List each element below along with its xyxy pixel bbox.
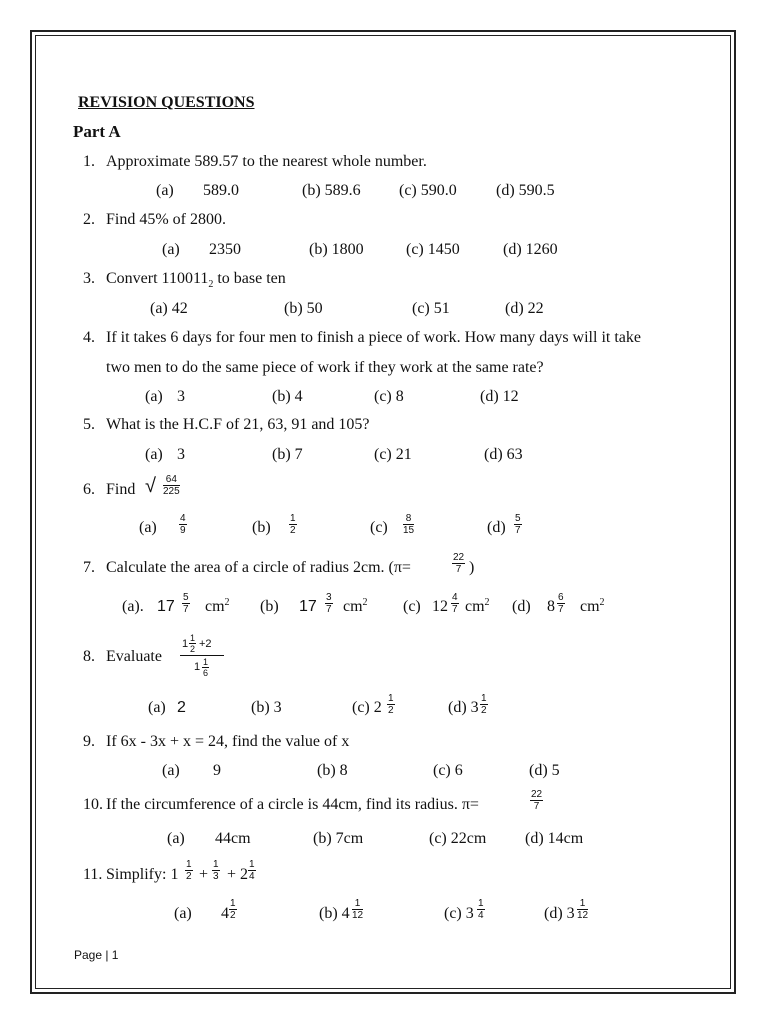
q9-option-d: (d) 5 bbox=[529, 762, 560, 779]
q7-option-a-whole: 17 bbox=[157, 598, 175, 615]
q11-plus-2: + 2 bbox=[227, 866, 249, 883]
q11-plus-1: + bbox=[199, 866, 209, 883]
q10-number: 10. bbox=[83, 796, 103, 813]
q6-option-d-label: (d) bbox=[487, 519, 506, 536]
part-title: Part A bbox=[73, 122, 121, 141]
q7-number: 7. bbox=[83, 559, 95, 576]
page-border-inner bbox=[35, 35, 731, 989]
q4-option-a-value: 3 bbox=[177, 388, 185, 405]
q1-text: Approximate 589.57 to the nearest whole number. bbox=[106, 153, 427, 170]
q10-pi-fraction: 22 7 bbox=[531, 789, 543, 812]
q2-option-a-value: 2350 bbox=[209, 241, 241, 258]
q5-option-a-label: (a) bbox=[145, 446, 163, 463]
q7-option-d-unit: $cm^2$ bbox=[580, 597, 605, 615]
q11-option-d-label: (d) 3 bbox=[544, 905, 575, 922]
q11-fraction-3: 1 4 bbox=[249, 859, 255, 882]
q7-option-d-fraction: 6 7 bbox=[558, 592, 564, 615]
q9-number: 9. bbox=[83, 733, 95, 750]
q9-option-a-label: (a) bbox=[162, 762, 180, 779]
q7-text: Calculate the area of a circle of radius 2cm. (π= bbox=[106, 559, 411, 576]
page-footer: Page | 1 bbox=[74, 948, 119, 962]
q1-option-a-value: 589.0 bbox=[203, 182, 239, 199]
q4-text-line1: If it takes 6 days for four men to finish a piece of work. How many days will it take bbox=[106, 329, 641, 346]
q11-option-d-fraction: 1 12 bbox=[577, 898, 589, 921]
q11-fraction-2: 1 3 bbox=[213, 859, 219, 882]
sqrt-icon: √ bbox=[145, 475, 156, 497]
q5-option-d: (d) 63 bbox=[484, 446, 523, 463]
q6-option-c-fraction: 8 15 bbox=[403, 513, 415, 536]
q11-option-a-fraction: 1 2 bbox=[230, 898, 236, 921]
q10-option-a-value: 44cm bbox=[215, 830, 251, 847]
q5-number: 5. bbox=[83, 416, 95, 433]
q8-option-c-label: (c) 2 bbox=[352, 699, 382, 716]
q11-fraction-1: 1 2 bbox=[186, 859, 192, 882]
q1-option-d: (d) 590.5 bbox=[496, 182, 555, 199]
q11-option-a-label: (a) bbox=[174, 905, 192, 922]
q3-number: 3. bbox=[83, 270, 95, 287]
q1-number: 1. bbox=[83, 153, 95, 170]
q7-option-c-fraction: 4 7 bbox=[452, 592, 458, 615]
q6-number: 6. bbox=[83, 481, 95, 498]
q7-option-c-whole: 12 bbox=[432, 598, 448, 615]
q7-option-b-whole: 17 bbox=[299, 598, 317, 615]
q5-option-a-value: 3 bbox=[177, 446, 185, 463]
q6-option-c-label: (c) bbox=[370, 519, 388, 536]
q7-close-paren: ) bbox=[469, 559, 475, 576]
q8-option-b: (b) 3 bbox=[251, 699, 282, 716]
q4-number: 4. bbox=[83, 329, 95, 346]
q10-option-c: (c) 22cm bbox=[429, 830, 487, 847]
q4-option-a-label: (a) bbox=[145, 388, 163, 405]
q11-option-b-label: (b) 4 bbox=[319, 905, 350, 922]
q11-option-b-fraction: 1 12 bbox=[352, 898, 364, 921]
q6-option-a-label: (a) bbox=[139, 519, 157, 536]
q3-option-d: (d) 22 bbox=[505, 300, 544, 317]
q1-option-b: (b) 589.6 bbox=[302, 182, 361, 199]
q8-option-d-label: (d) 3 bbox=[448, 699, 479, 716]
q10-option-a-label: (a) bbox=[167, 830, 185, 847]
q9-option-b: (b) 8 bbox=[317, 762, 348, 779]
q11-option-c-label: (c) 3 bbox=[444, 905, 474, 922]
q9-option-a-value: 9 bbox=[213, 762, 221, 779]
q1-option-a-label: (a) bbox=[156, 182, 174, 199]
q2-option-a-label: (a) bbox=[162, 241, 180, 258]
q7-pi-fraction: 22 7 bbox=[453, 552, 465, 575]
q6-text: Find bbox=[106, 481, 136, 498]
q9-option-c: (c) 6 bbox=[433, 762, 463, 779]
q8-option-d-fraction: 1 2 bbox=[481, 693, 487, 716]
q5-option-b: (b) 7 bbox=[272, 446, 303, 463]
q2-text: Find 45% of 2800. bbox=[106, 211, 226, 228]
q3-option-b: (b) 50 bbox=[284, 300, 323, 317]
q3-text: Convert $110011_2$ to base ten bbox=[106, 270, 286, 290]
q8-option-a-value: 2 bbox=[177, 699, 186, 716]
q7-option-a-label: (a). bbox=[122, 598, 144, 615]
q6-option-b-fraction: 1 2 bbox=[290, 513, 296, 536]
q2-option-b: (b) 1800 bbox=[309, 241, 364, 258]
q7-option-a-fraction: 5 7 bbox=[183, 592, 189, 615]
q4-text-line2: two men to do the same piece of work if they work at the same rate? bbox=[106, 359, 544, 376]
q6-option-a-fraction: 4 9 bbox=[180, 513, 186, 536]
q8-option-a-label: (a) bbox=[148, 699, 166, 716]
q4-option-d: (d) 12 bbox=[480, 388, 519, 405]
q8-expression: 1 1 2 +2 1 1 6 bbox=[180, 633, 224, 678]
q11-number: 11. bbox=[83, 866, 103, 883]
q6-option-b-label: (b) bbox=[252, 519, 271, 536]
heading: REVISION QUESTIONS bbox=[78, 94, 255, 111]
q2-option-c: (c) 1450 bbox=[406, 241, 460, 258]
q7-option-d-whole: 8 bbox=[547, 598, 555, 615]
q5-option-c: (c) 21 bbox=[374, 446, 412, 463]
q11-text: Simplify: 1 bbox=[106, 866, 179, 883]
q3-option-c: (c) 51 bbox=[412, 300, 450, 317]
q5-text: What is the H.C.F of 21, 63, 91 and 105? bbox=[106, 416, 370, 433]
q6-option-d-fraction: 5 7 bbox=[515, 513, 521, 536]
q11-option-c-fraction: 1 4 bbox=[478, 898, 484, 921]
q10-text: If the circumference of a circle is 44cm, find its radius. π= bbox=[106, 796, 479, 813]
q4-option-c: (c) 8 bbox=[374, 388, 404, 405]
q8-number: 8. bbox=[83, 648, 95, 665]
q10-option-b: (b) 7cm bbox=[313, 830, 364, 847]
q2-option-d: (d) 1260 bbox=[503, 241, 558, 258]
q3-option-a: (a) 42 bbox=[150, 300, 188, 317]
q7-option-d-label: (d) bbox=[512, 598, 531, 615]
q7-option-b-unit: $cm^2$ bbox=[343, 597, 368, 615]
q9-text: If 6x - 3x + x = 24, find the value of x bbox=[106, 733, 350, 750]
q8-option-c-fraction: 1 2 bbox=[388, 693, 394, 716]
q8-text: Evaluate bbox=[106, 648, 162, 665]
q7-option-b-label: (b) bbox=[260, 598, 279, 615]
q7-option-c-label: (c) bbox=[403, 598, 421, 615]
q7-option-a-unit: $cm^2$ bbox=[205, 597, 230, 615]
q7-option-c-unit: $cm^2$ bbox=[465, 597, 490, 615]
q6-fraction: 64 225 bbox=[163, 474, 180, 497]
q11-option-a-whole: 4 bbox=[221, 905, 229, 922]
q2-number: 2. bbox=[83, 211, 95, 228]
q1-option-c: (c) 590.0 bbox=[399, 182, 457, 199]
q7-option-b-fraction: 3 7 bbox=[326, 592, 332, 615]
q4-option-b: (b) 4 bbox=[272, 388, 303, 405]
q10-option-d: (d) 14cm bbox=[525, 830, 584, 847]
